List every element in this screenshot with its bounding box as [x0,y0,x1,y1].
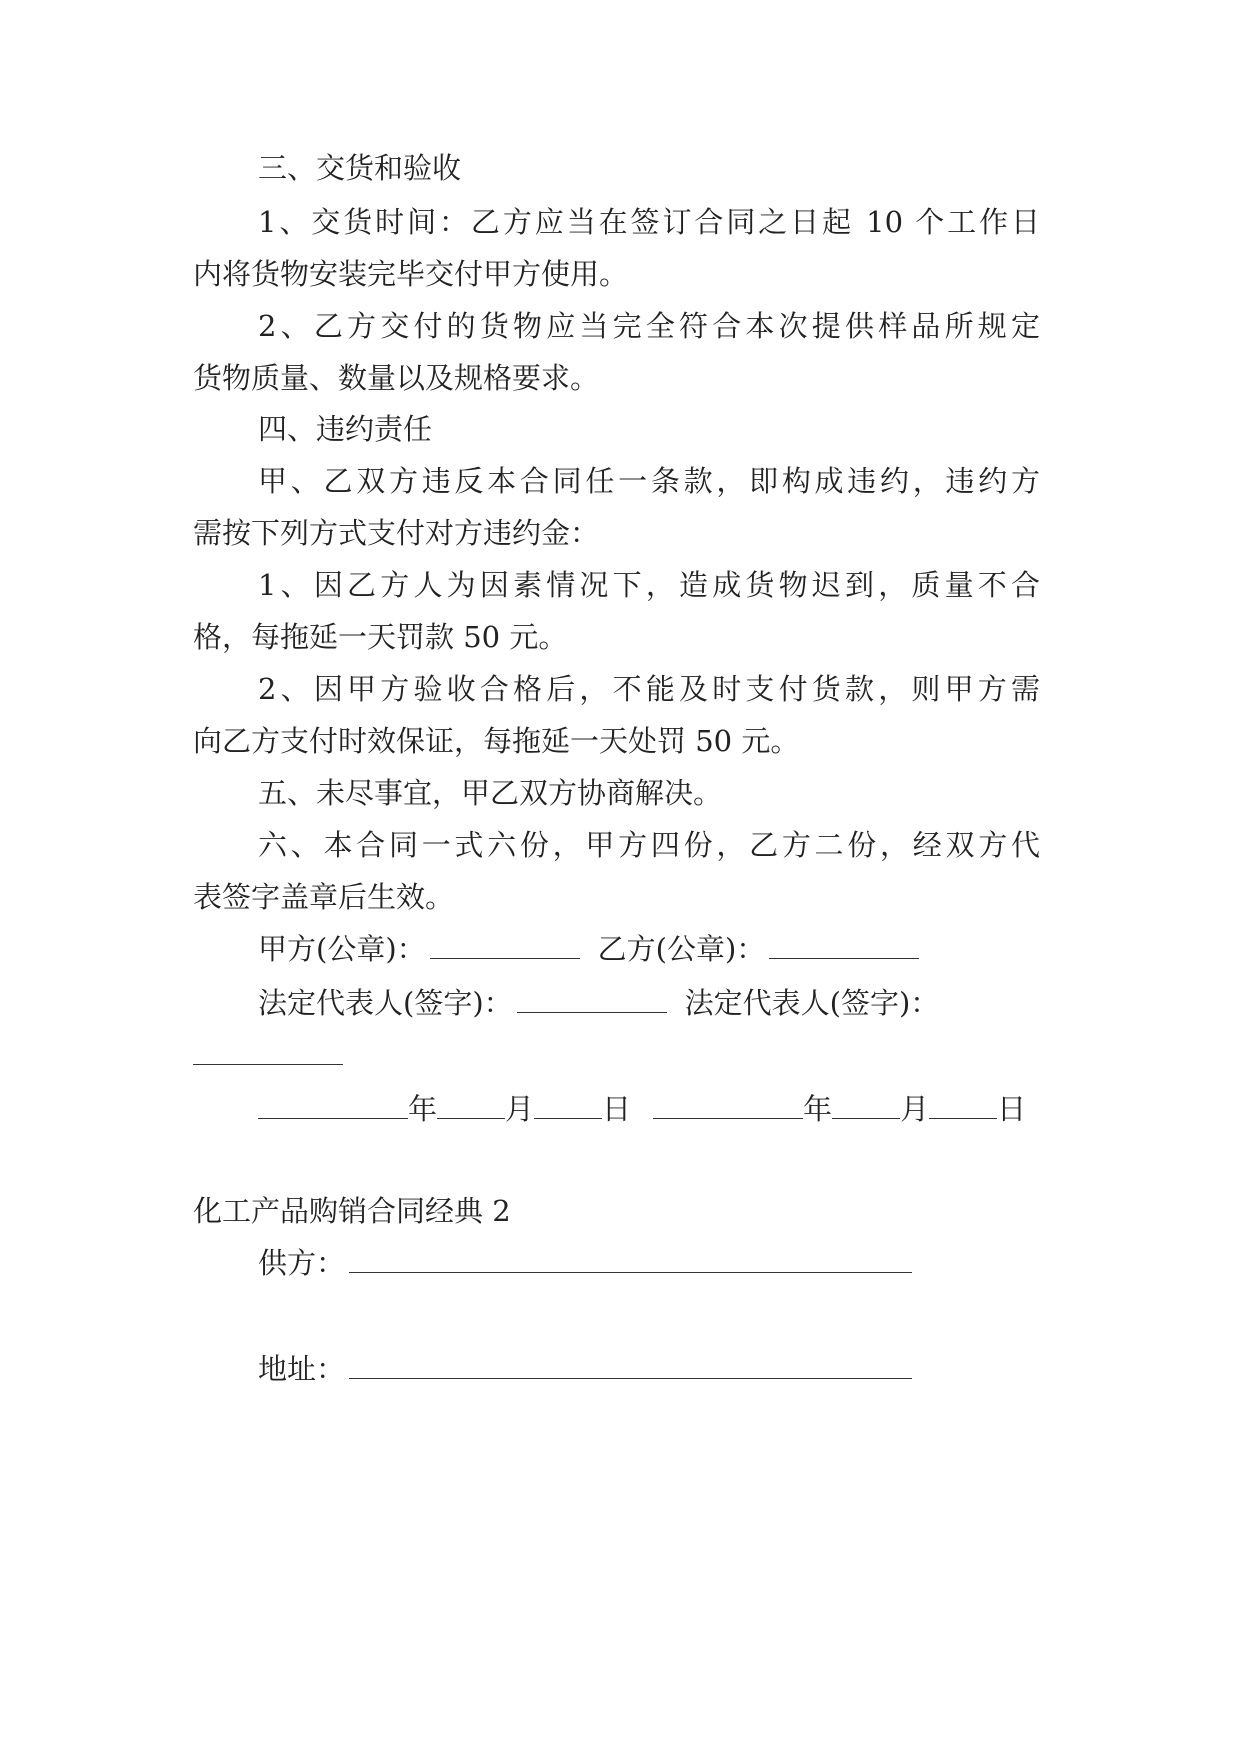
date-a-month-blank [437,1092,505,1119]
date-b-month-blank [832,1092,900,1119]
supplier-row [258,1245,912,1281]
section-4-heading: 四、违约责任 [258,412,433,446]
date-b-day-label: 日 [997,1092,1027,1126]
section-3-heading: 三、交货和验收 [258,151,462,185]
date-b-day-blank [929,1092,997,1119]
section-6-line-1: 六、本合同一式六份，甲方四份，乙方二份，经双方代 [258,828,1040,862]
supplier-label: 供方： [258,1246,346,1280]
date-b-year-blank [653,1092,803,1119]
section-5-text: 五、未尽事宜，甲乙双方协商解决。 [258,776,723,810]
date-a-day-blank [534,1092,602,1119]
rep-a-blank [517,986,667,1013]
date-row [258,1091,1026,1127]
section-3-item-2-line-2: 货物质量、数量以及规格要求。 [193,361,600,395]
rep-b-blank [193,1038,343,1065]
party-a-seal-blank [430,932,580,959]
section-3-item-1-line-1: 1、交货时间：乙方应当在签订合同之日起 10 个工作日 [258,205,1040,239]
contract-2-title: 化工产品购销合同经典 2 [193,1194,511,1228]
section-3-item-2-line-1: 2、乙方交付的货物应当完全符合本次提供样品所规定 [258,309,1040,343]
date-b-year-label: 年 [803,1092,833,1126]
seal-row [258,931,919,967]
date-a-year-blank [258,1092,408,1119]
section-4-item-2-line-2: 向乙方支付时效保证，每拖延一天处罚 50 元。 [193,724,800,758]
address-label: 地址： [258,1352,346,1386]
section-4-intro-line-2: 需按下列方式支付对方违约金： [193,516,600,550]
section-3-item-1-line-2: 内将货物安装完毕交付甲方使用。 [193,257,629,291]
party-b-seal-blank [769,932,919,959]
date-a-month-label: 月 [505,1092,535,1126]
section-4-item-1-line-2: 格，每拖延一天罚款 50 元。 [193,620,568,654]
supplier-blank [349,1246,912,1273]
rep-b-label: 法定代表人(签字)： [684,986,940,1020]
rep-a-label: 法定代表人(签字)： [258,986,513,1020]
section-4-intro-line-1: 甲、乙双方违反本合同任一条款，即构成违约，违约方 [258,464,1040,498]
date-b-month-label: 月 [900,1092,930,1126]
section-6-line-2: 表签字盖章后生效。 [193,880,455,914]
date-a-day-label: 日 [602,1092,632,1126]
section-4-item-2-line-1: 2、因甲方验收合格后，不能及时支付货款，则甲方需 [258,672,1040,706]
address-row [258,1351,912,1387]
rep-b-blank-row [193,1037,343,1073]
party-b-seal-label: 乙方(公章)： [597,932,766,966]
date-a-year-label: 年 [408,1092,438,1126]
party-a-seal-label: 甲方(公章)： [258,932,426,966]
representative-row [258,985,939,1021]
section-4-item-1-line-1: 1、因乙方人为因素情况下，造成货物迟到，质量不合 [258,568,1040,602]
address-blank [349,1352,912,1379]
